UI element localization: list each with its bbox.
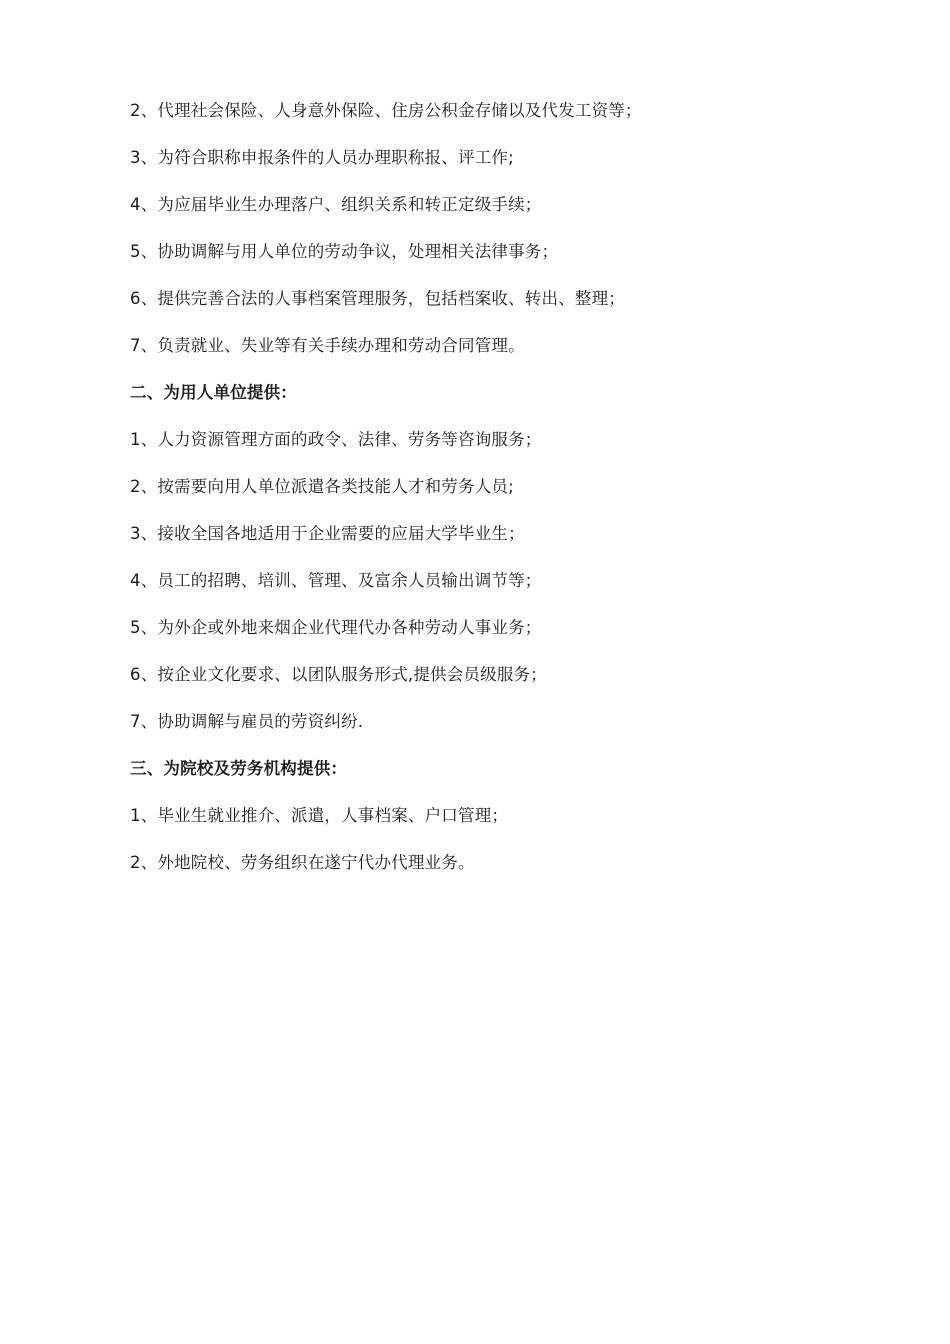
list-item: 4、员工的招聘、培训、管理、及富余人员输出调节等； (130, 571, 542, 590)
list-item: 4、为应届毕业生办理落户、组织关系和转正定级手续； (130, 195, 542, 214)
list-item: 5、为外企或外地来烟企业代理代办各种劳动人事业务； (130, 618, 542, 637)
list-item: 5、协助调解与用人单位的劳动争议，处理相关法律事务； (130, 242, 559, 261)
list-item: 6、按企业文化要求、以团队服务形式,提供会员级服务； (130, 665, 547, 684)
list-item: 2、代理社会保险、人身意外保险、住房公积金存储以及代发工资等； (130, 101, 642, 120)
list-item: 7、负责就业、失业等有关手续办理和劳动合同管理。 (130, 336, 525, 355)
section-employer-services (130, 378, 830, 754)
list-item: 1、人力资源管理方面的政令、法律、劳务等咨询服务； (130, 430, 542, 449)
document-body (130, 96, 830, 895)
section-heading: 三、为院校及劳务机构提供： (130, 759, 348, 778)
list-item: 2、外地院校、劳务组织在遂宁代办代理业务。 (130, 853, 475, 872)
section-intro-list (130, 96, 830, 378)
list-item: 6、提供完善合法的人事档案管理服务，包括档案收、转出、整理； (130, 289, 625, 308)
list-item: 3、为符合职称申报条件的人员办理职称报、评工作; (130, 148, 514, 167)
list-item: 7、协助调解与雇员的劳资纠纷. (130, 712, 364, 731)
section-heading: 二、为用人单位提供： (130, 383, 297, 402)
list-item: 1、毕业生就业推介、派遣，人事档案、户口管理； (130, 806, 509, 825)
list-item: 3、接收全国各地适用于企业需要的应届大学毕业生； (130, 524, 525, 543)
list-item: 2、按需要向用人单位派遣各类技能人才和劳务人员; (130, 477, 514, 496)
section-school-services (130, 754, 830, 895)
